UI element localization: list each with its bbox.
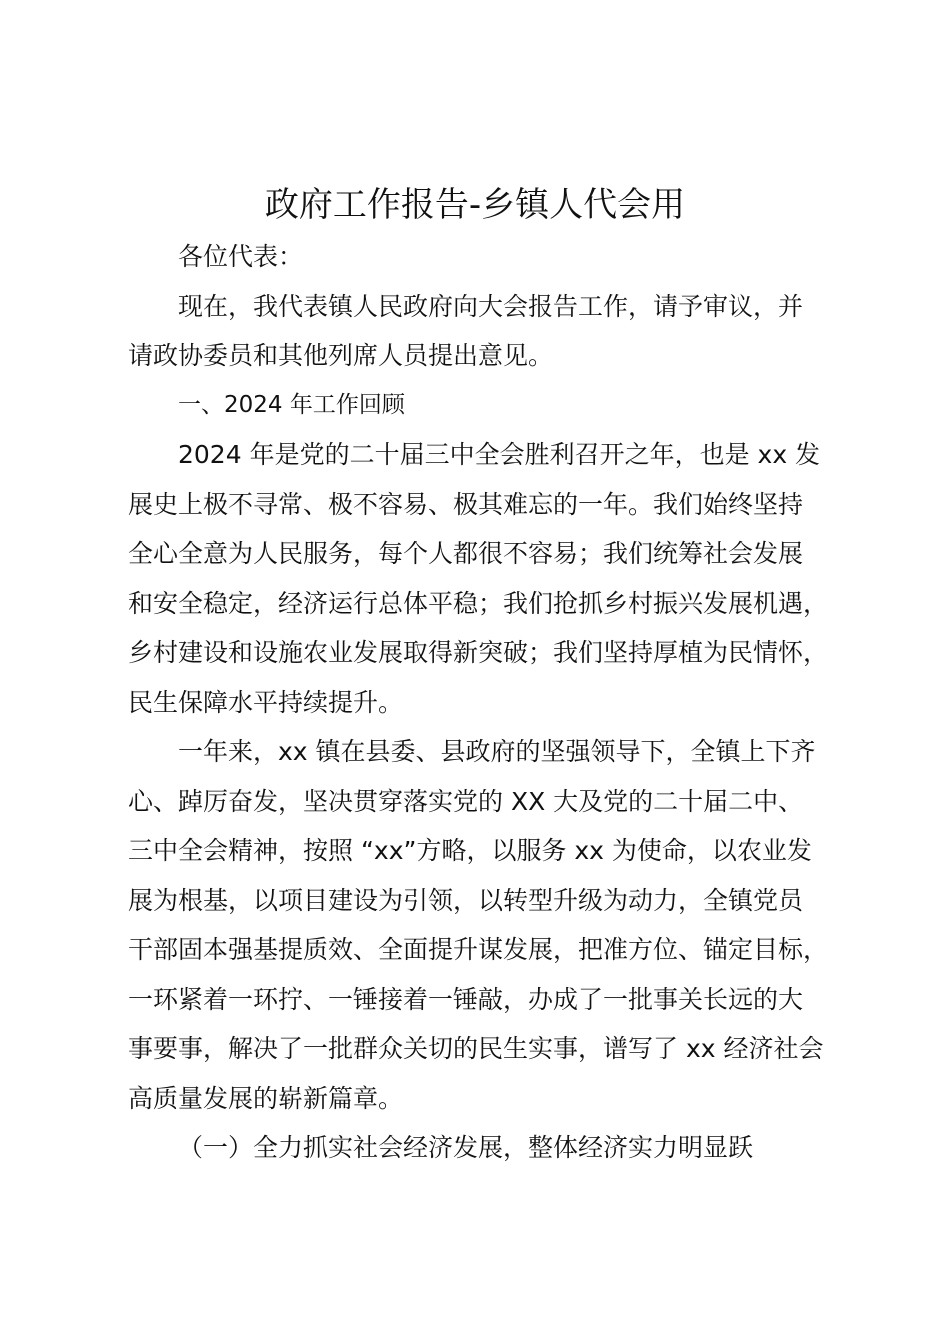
paragraph-line: 干部固本强基提质效、全面提升谋发展，把准方位、锚定目标， [128,935,829,964]
paragraph-line: 全心全意为人民服务，每个人都很不容易；我们统筹社会发展 [128,539,804,568]
paragraph-line: 事要事，解决了一批群众关切的民生实事，谱写了 xx 经济社会 [128,1034,824,1063]
paragraph-line: 高质量发展的崭新篇章。 [128,1083,404,1113]
paragraph-line: 请政协委员和其他列席人员提出意见。 [128,341,554,370]
document-body [128,232,848,1173]
section-heading: 一、2024 年工作回顾 [178,391,405,418]
paragraph-line: 心、踔厉奋发，坚决贯穿落实党的 XX 大及党的二十届二中、 [128,786,804,816]
paragraph-line: 展为根基，以项目建设为引领，以转型升级为动力，全镇党员 [128,885,804,915]
paragraph-line: 民生保障水平持续提升。 [128,687,404,717]
paragraph-line: 乡村建设和设施农业发展取得新突破；我们坚持厚植为民情怀， [128,638,829,667]
paragraph-line: 一年来，xx 镇在县委、县政府的坚强领导下，全镇上下齐 [178,737,816,766]
paragraph-line: 一环紧着一环拧、一锤接着一锤敲，办成了一批事关长远的大 [128,984,804,1014]
paragraph-line: 和安全稳定，经济运行总体平稳；我们抢抓乡村振兴发展机遇， [128,588,829,618]
document-title: 政府工作报告-乡镇人代会用 [264,185,686,225]
paragraph-line: 各位代表： [178,242,304,271]
paragraph-line: 三中全会精神，按照 “xx”方略，以服务 xx 为使命，以农业发 [128,836,812,865]
paragraph-line: 2024 年是党的二十届三中全会胜利召开之年，也是 xx 发 [178,440,821,469]
subsection-heading: （一）全力抓实社会经济发展，整体经济实力明显跃 [178,1133,754,1162]
paragraph-line: 现在，我代表镇人民政府向大会报告工作，请予审议，并 [178,291,804,321]
paragraph-line: 展史上极不寻常、极不容易、极其难忘的一年。我们始终坚持 [128,489,804,519]
